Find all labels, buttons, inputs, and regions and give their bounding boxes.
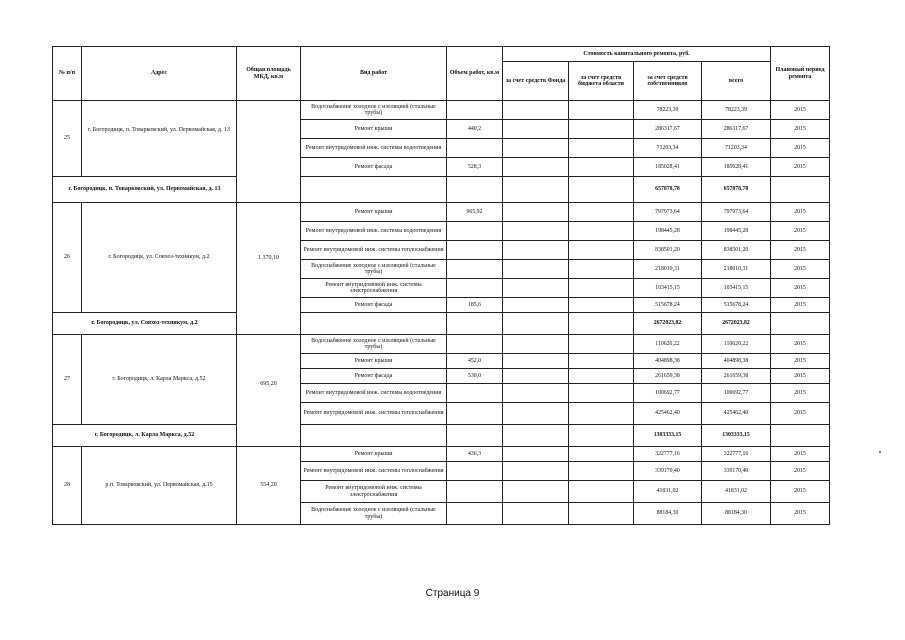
cell-volume: 452,0	[447, 354, 503, 369]
cell-period: 2015	[771, 222, 830, 241]
cell-total: 515678,24	[702, 298, 771, 313]
cell-owners: 78223,39	[634, 101, 702, 120]
header-total: всего	[702, 62, 771, 101]
cell-region	[569, 158, 634, 177]
cell-volume: 530,0	[447, 369, 503, 384]
cell-work: Ремонт фасада	[301, 158, 447, 177]
cell-address: г. Богородицк, п. Товарковский, ул. Первомайская, д. 13	[82, 101, 237, 177]
cell-work: Водоснабжение холодное с изоляцией (стальные трубы)	[301, 260, 447, 279]
subtotal-row	[53, 177, 830, 203]
cell-volume	[447, 101, 503, 120]
cell-work: Ремонт внутридомовой инж. системы теплоснабжения	[301, 241, 447, 260]
cell-volume	[447, 260, 503, 279]
cell-volume: 965,92	[447, 203, 503, 222]
cell-region	[569, 222, 634, 241]
cell-work: Ремонт внутридомовой инж. системы электроснабжения	[301, 481, 447, 503]
cell-volume	[447, 139, 503, 158]
cell-period: 2015	[771, 260, 830, 279]
cell-fund	[503, 354, 569, 369]
subtotal-row	[53, 425, 830, 447]
cell-region	[569, 241, 634, 260]
cell-period: 2015	[771, 279, 830, 298]
cell-period: 2015	[771, 481, 830, 503]
cell-period	[771, 425, 830, 447]
header-work-type: Вид работ	[301, 47, 447, 101]
cell-period: 2015	[771, 158, 830, 177]
cell-fund	[503, 241, 569, 260]
cell-region	[569, 425, 634, 447]
cell-fund	[503, 313, 569, 335]
cell-owners: 103415,15	[634, 279, 702, 298]
subtotal-owners: 2672023,82	[634, 313, 702, 335]
cell-region	[569, 462, 634, 481]
cell-num: 26	[53, 203, 82, 313]
cell-region	[569, 260, 634, 279]
cell-total: 218010,31	[702, 260, 771, 279]
cell-period	[771, 177, 830, 203]
cell-fund	[503, 120, 569, 139]
page-number: Страница 9	[425, 588, 480, 599]
header-fund: за счет средств Фонда	[503, 62, 569, 101]
cell-period: 2015	[771, 403, 830, 425]
cell-region	[569, 354, 634, 369]
cell-region	[569, 447, 634, 462]
cell-fund	[503, 503, 569, 525]
cell-period: 2015	[771, 462, 830, 481]
cell-region	[569, 177, 634, 203]
cell-total: 339170,40	[702, 462, 771, 481]
cell-total: 797973,64	[702, 203, 771, 222]
cell-region	[569, 384, 634, 403]
cell-work: Ремонт крыши	[301, 354, 447, 369]
cell-work: Ремонт крыши	[301, 120, 447, 139]
table-row	[53, 203, 830, 222]
cell-total: 198445,28	[702, 222, 771, 241]
cell-total: 103415,15	[702, 279, 771, 298]
cell-region	[569, 120, 634, 139]
cell-fund	[503, 279, 569, 298]
cell-fund	[503, 384, 569, 403]
cell-period: 2015	[771, 447, 830, 462]
cell-work: Ремонт внутридомовой инж. системы водоотведения	[301, 139, 447, 158]
cell-fund	[503, 222, 569, 241]
cell-owners: 286317,67	[634, 120, 702, 139]
cell-volume	[447, 335, 503, 354]
cell-total: 425462,40	[702, 403, 771, 425]
cell-fund	[503, 462, 569, 481]
subtotal-total: 1303333,15	[702, 425, 771, 447]
cell-owners: 404898,38	[634, 354, 702, 369]
cell-volume	[447, 503, 503, 525]
subtotal-owners: 657878,78	[634, 177, 702, 203]
table-body	[53, 101, 830, 525]
cell-period: 2015	[771, 384, 830, 403]
cell-period: 2015	[771, 241, 830, 260]
cell-work: Ремонт фасада	[301, 369, 447, 384]
header-owners: за счет средств собственников	[634, 62, 702, 101]
cell-area: 1 370,10	[237, 203, 301, 335]
cell-region	[569, 298, 634, 313]
subtotal-label: г. Богородицк, ул. Совхоз-техникум, д.2	[53, 313, 237, 335]
cell-owners: 797973,64	[634, 203, 702, 222]
cell-period	[771, 313, 830, 335]
cell-owners: 185028,41	[634, 158, 702, 177]
cell-fund	[503, 369, 569, 384]
cell-region	[569, 279, 634, 298]
header-period: Плановый период ремонта	[771, 47, 830, 101]
cell-volume	[447, 313, 503, 335]
cell-fund	[503, 139, 569, 158]
scan-speck	[879, 451, 881, 453]
cell-work: Ремонт внутридомовой инж. системы водоотведения	[301, 222, 447, 241]
cell-owners: 515678,24	[634, 298, 702, 313]
cell-region	[569, 503, 634, 525]
header-volume: Объем работ, кв.м	[447, 47, 503, 101]
cell-work	[301, 425, 447, 447]
cell-volume	[447, 177, 503, 203]
subtotal-label: г. Богородицк, л. Карла Маркса, д.52	[53, 425, 237, 447]
cell-num: 25	[53, 101, 82, 177]
cell-area: 695,20	[237, 335, 301, 447]
cell-owners: 838501,20	[634, 241, 702, 260]
cell-total: 838501,20	[702, 241, 771, 260]
cell-owners: 110620,22	[634, 335, 702, 354]
cell-region	[569, 313, 634, 335]
cell-volume	[447, 403, 503, 425]
cell-total: 185028,41	[702, 158, 771, 177]
cell-fund	[503, 298, 569, 313]
cell-address: г. Богородицк, ул. Совхоз-техникум, д.2	[82, 203, 237, 313]
table-row	[53, 335, 830, 354]
cell-total: 100692,77	[702, 384, 771, 403]
cell-volume	[447, 222, 503, 241]
cell-total: 41831,02	[702, 481, 771, 503]
cell-owners: 322777,16	[634, 447, 702, 462]
cell-volume	[447, 481, 503, 503]
cell-period: 2015	[771, 120, 830, 139]
cell-work	[301, 313, 447, 335]
cell-fund	[503, 158, 569, 177]
cell-fund	[503, 425, 569, 447]
cell-region	[569, 139, 634, 158]
table-row	[53, 101, 830, 120]
header-cost-group: Стоимость капитального ремонта, руб.	[503, 47, 771, 62]
cell-period: 2015	[771, 298, 830, 313]
cell-work: Ремонт внутридомовой инж. системы теплоснабжения	[301, 462, 447, 481]
cell-fund	[503, 101, 569, 120]
cell-period: 2015	[771, 369, 830, 384]
cell-owners: 218010,31	[634, 260, 702, 279]
cell-region	[569, 335, 634, 354]
cell-volume: 528,3	[447, 158, 503, 177]
cell-total: 110620,22	[702, 335, 771, 354]
cell-work: Ремонт внутридомовой инж. системы водоотведения	[301, 384, 447, 403]
cell-fund	[503, 481, 569, 503]
cell-fund	[503, 177, 569, 203]
cell-address: г. Богородицк, л. Карла Маркса, д.52	[82, 335, 237, 425]
cell-total: 286317,67	[702, 120, 771, 139]
cell-owners: 425462,40	[634, 403, 702, 425]
cell-owners: 100692,77	[634, 384, 702, 403]
cell-period: 2015	[771, 335, 830, 354]
cell-region	[569, 101, 634, 120]
cell-period: 2015	[771, 203, 830, 222]
cell-work: Водоснабжение холодное с изоляцией (стальные трубы)	[301, 335, 447, 354]
subtotal-total: 2672023,82	[702, 313, 771, 335]
cell-total: 78223,39	[702, 101, 771, 120]
cell-num: 28	[53, 447, 82, 525]
cell-work	[301, 177, 447, 203]
cell-fund	[503, 203, 569, 222]
header-region: за счет средств бюджета области	[569, 62, 634, 101]
cell-fund	[503, 260, 569, 279]
cell-owners: 261659,38	[634, 369, 702, 384]
cell-total: 404898,38	[702, 354, 771, 369]
subtotal-row	[53, 313, 830, 335]
cell-period: 2015	[771, 139, 830, 158]
cell-period: 2015	[771, 503, 830, 525]
cell-work: Ремонт фасада	[301, 298, 447, 313]
cell-volume: 440,2	[447, 120, 503, 139]
capital-repair-table	[52, 46, 830, 525]
cell-region	[569, 203, 634, 222]
cell-area	[237, 101, 301, 203]
cell-volume	[447, 384, 503, 403]
cell-volume: 436,3	[447, 447, 503, 462]
cell-work: Ремонт крыши	[301, 447, 447, 462]
cell-work: Ремонт внутридомовой инж. системы электроснабжения	[301, 279, 447, 298]
cell-total: 261659,38	[702, 369, 771, 384]
cell-fund	[503, 447, 569, 462]
header-num: № п/п	[53, 47, 82, 101]
cell-volume	[447, 462, 503, 481]
cell-work: Ремонт внутридомовой инж. системы теплоснабжения	[301, 403, 447, 425]
cell-volume: 185,6	[447, 298, 503, 313]
cell-owners: 41831,02	[634, 481, 702, 503]
cell-area: 554,20	[237, 447, 301, 525]
cell-region	[569, 403, 634, 425]
cell-volume	[447, 425, 503, 447]
cell-region	[569, 481, 634, 503]
cell-period: 2015	[771, 354, 830, 369]
cell-address: р.п. Товарковский, ул. Первомайская, д.15	[82, 447, 237, 525]
subtotal-owners: 1303333,15	[634, 425, 702, 447]
cell-work: Ремонт крыши	[301, 203, 447, 222]
cell-owners: 88184,30	[634, 503, 702, 525]
header-area: Общая площадь МКД, кв.м	[237, 47, 301, 101]
cell-fund	[503, 335, 569, 354]
cell-work: Водоснабжение холодное с изоляцией (стальные трубы)	[301, 101, 447, 120]
cell-num: 27	[53, 335, 82, 425]
cell-volume	[447, 241, 503, 260]
cell-owners: 71203,34	[634, 139, 702, 158]
header-address: Адрес	[82, 47, 237, 101]
cell-owners: 339170,40	[634, 462, 702, 481]
subtotal-total: 657878,78	[702, 177, 771, 203]
subtotal-label: г. Богородицк, п. Товарковский, ул. Первомайская, д. 13	[53, 177, 237, 203]
cell-region	[569, 369, 634, 384]
cell-total: 71203,34	[702, 139, 771, 158]
cell-period: 2015	[771, 101, 830, 120]
table-row	[53, 447, 830, 462]
cell-total: 322777,16	[702, 447, 771, 462]
cell-fund	[503, 403, 569, 425]
cell-owners: 198445,28	[634, 222, 702, 241]
cell-total: 88184,30	[702, 503, 771, 525]
cell-work: Водоснабжение холодное с изоляцией (стальные трубы)	[301, 503, 447, 525]
cell-volume	[447, 279, 503, 298]
